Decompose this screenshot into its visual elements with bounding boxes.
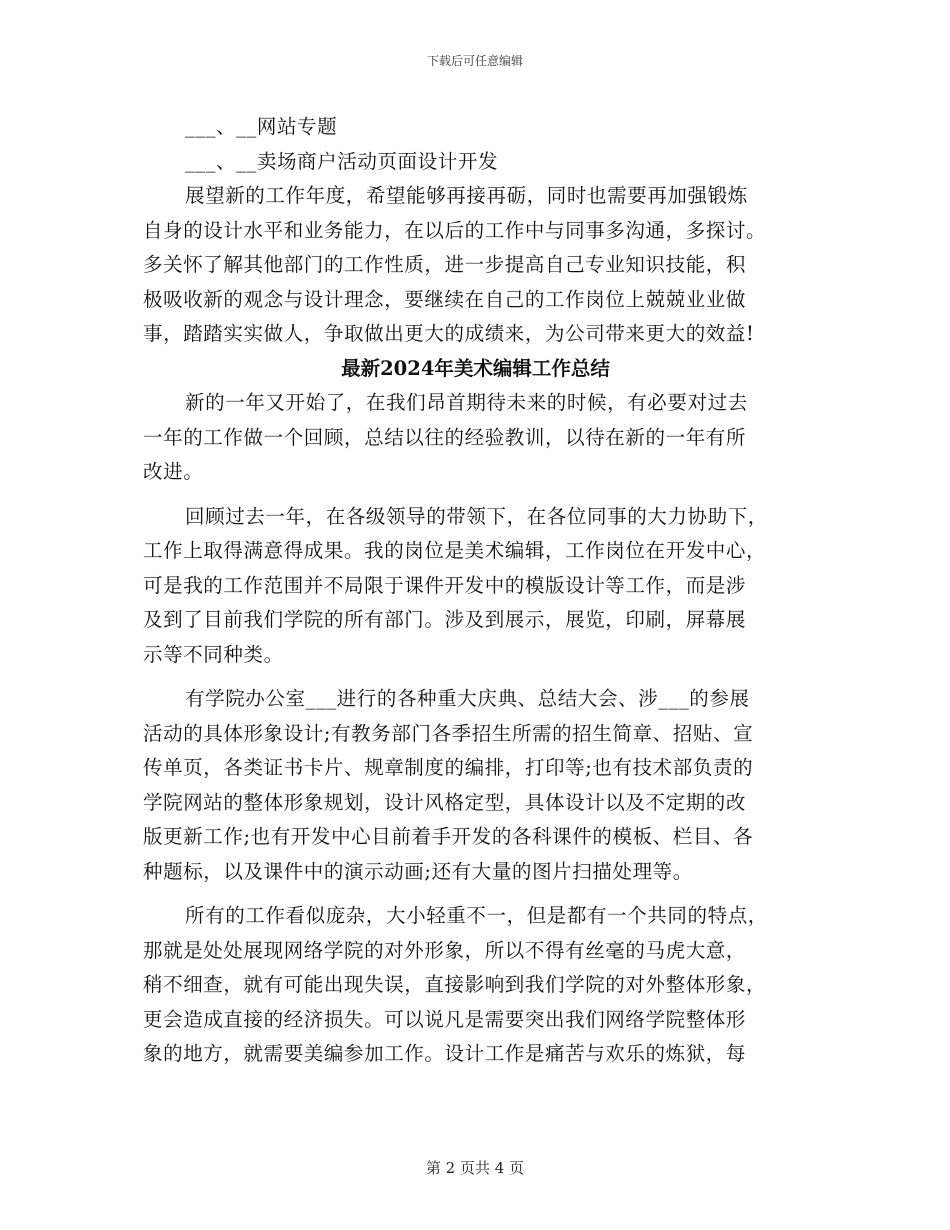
paragraph-line: 有学院办公室___进行的各种重大庆典、总结大会、涉___的参展 bbox=[185, 687, 750, 710]
paragraph-line: 更会造成直接的经济损失。可以说凡是需要突出我们网络学院整体形 bbox=[143, 1007, 747, 1031]
paragraph-line: 展望新的工作年度，希望能够再接再砺，同时也需要再加强锻炼 bbox=[185, 184, 748, 207]
page-footer: 第 2 页共 4 页 bbox=[425, 1159, 525, 1177]
paragraph-line: 新的一年又开始了，在我们昂首期待未来的时候，有必要对过去 bbox=[185, 391, 748, 414]
paragraph-line: 工作上取得满意得成果。我的岗位是美术编辑，工作岗位在开发中心， bbox=[143, 539, 767, 562]
paragraph-line: 极吸收新的观念与设计理念，要继续在自己的工作岗位上兢兢业业做 bbox=[143, 287, 747, 311]
paragraph-line: 学院网站的整体形象规划，设计风格定型，具体设计以及不定期的改 bbox=[143, 790, 747, 814]
paragraph-line: 及到了目前我们学院的所有部门。涉及到展示，展览，印刷，屏幕展 bbox=[143, 608, 747, 631]
paragraph-line: 象的地方，就需要美编参加工作。设计工作是痛苦与欢乐的炼狱，每 bbox=[143, 1042, 747, 1065]
paragraph-line: 一年的工作做一个回顾，总结以往的经验教训，以待在新的一年有所 bbox=[143, 425, 747, 449]
paragraph-line: 稍不细查，就有可能出现失误，直接影响到我们学院的对外整体形象， bbox=[143, 973, 767, 996]
paragraph-line: 种题标，以及课件中的演示动画;还有大量的图片扫描处理等。 bbox=[143, 859, 693, 883]
paragraph-gap bbox=[143, 490, 808, 500]
paragraph-line: 事，踏踏实实做人，争取做出更大的成绩来，为公司带来更大的效益! bbox=[143, 322, 755, 345]
paragraph-line: 示等不同种类。 bbox=[143, 642, 284, 666]
paragraph-gap bbox=[143, 672, 808, 682]
paragraph-gap bbox=[143, 889, 808, 899]
paragraph-line: ___、__网站专题 bbox=[185, 115, 338, 138]
paragraph-line: 可是我的工作范围并不局限于课件开发中的模版设计等工作，而是涉 bbox=[143, 573, 747, 597]
paragraph-line: 多关怀了解其他部门的工作性质，进一步提高自己专业知识技能，积 bbox=[143, 253, 747, 276]
paragraph-line: 改进。 bbox=[143, 460, 204, 483]
paragraph-line: 所有的工作看似庞杂，大小轻重不一，但是都有一个共同的特点， bbox=[185, 904, 768, 927]
paragraph-line: 传单页，各类证书卡片、规章制度的编排，打印等;也有技术部负责的 bbox=[143, 756, 754, 779]
section-title: 最新2024年美术编辑工作总结 bbox=[341, 356, 610, 380]
paragraph-line: 回顾过去一年，在各级领导的带领下，在各位同事的大力协助下， bbox=[185, 504, 768, 528]
paragraph-line: ___、__卖场商户活动页面设计开发 bbox=[185, 149, 499, 173]
paragraph-line: 版更新工作;也有开发中心目前着手开发的各科课件的模板、栏目、各 bbox=[143, 825, 754, 848]
document-body bbox=[143, 110, 808, 1072]
page-header: 下载后可任意编辑 bbox=[426, 54, 523, 68]
paragraph-line: 活动的具体形象设计;有教务部门各季招生所需的招生简章、招贴、宣 bbox=[143, 721, 754, 745]
paragraph-line: 自身的设计水平和业务能力，在以后的工作中与同事多沟通，多探讨。 bbox=[143, 218, 767, 242]
paragraph-line: 那就是处处展现网络学院的对外形象，所以不得有丝毫的马虎大意， bbox=[143, 938, 747, 962]
